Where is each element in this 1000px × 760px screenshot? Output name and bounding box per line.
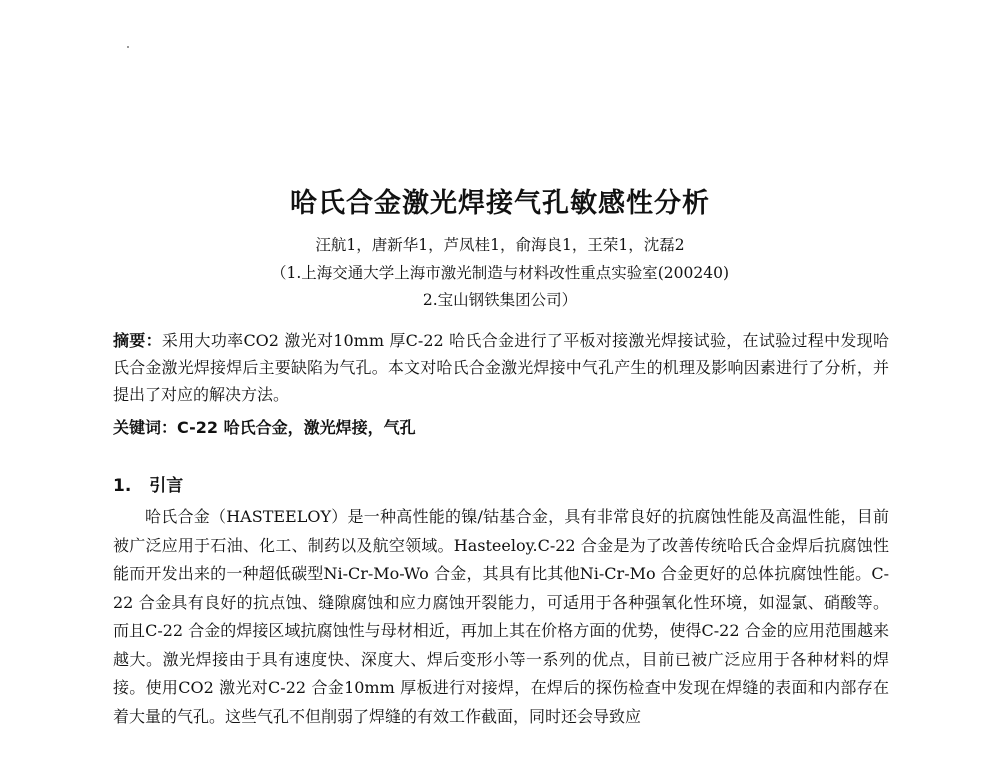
paper-title: 哈氏合金激光焊接气孔敏感性分析: [290, 188, 710, 219]
affiliation-line-1: （1.上海交通大学上海市激光制造与材料改性重点实验室(200240): [270, 264, 730, 282]
body-paragraph: 哈氏合金（HASTEELOY）是一种高性能的镍/钴基合金，具有非常良好的抗腐蚀性能及高温性能，目前被广泛应用于石油、化工、制药以及航空领域。Hasteeloy.C-22 合金是为了改善传统哈氏合金焊后抗腐蚀性能而开发出来的一种超低碳型Ni-Cr-Mo-Wo 合金，其具有比其他Ni-Cr-Mo 合金更好的总体抗腐蚀性能。C-22 合金具有良好的抗点蚀、缝隙腐蚀和应力腐蚀开裂能力，可适用于各种强氧化性环境，如湿氯、硝酸等。而且C-22 合金的焊接区域抗腐蚀性与母材相近，再加上其在价格方面的优势，使得C-22 合金的应用范围越来越大。激光焊接由于具有速度快、深度大、焊后变形小等一系列的优点，目前已被广泛应用于各种材料的焊接。使用CO2 激光对C-22 合金10mm 厚板进行对接焊，在焊后的探伤检查中发现在焊缝的表面和内部存在着大量的气孔。这些气孔不但削弱了焊缝的有效工作截面，同时还会导致应: [113, 507, 889, 726]
section-heading: [113, 474, 183, 498]
affiliation-line-2: 2.宝山钢铁集团公司）: [422, 291, 578, 309]
author-list: 汪航1，唐新华1，芦凤桂1，俞海良1，王荣1，沈磊2: [315, 236, 685, 254]
keywords-label: 关键词：: [113, 418, 178, 437]
abstract: [113, 327, 889, 408]
keywords-text: C-22 哈氏合金，激光焊接，气孔: [177, 418, 416, 437]
abstract-text: 采用大功率CO2 激光对10mm 厚C-22 哈氏合金进行了平板对接激光焊接试验，在试验过程中发现哈氏合金激光焊接焊后主要缺陷为气孔。本文对哈氏合金激光焊接中气孔产生的机理及影响因素进行了分析，并提出了对应的解决方法。: [113, 331, 889, 404]
abstract-label: 摘要：: [113, 331, 162, 350]
section-title: 引言: [149, 476, 184, 496]
keywords: [113, 414, 889, 441]
section-number: 1.: [113, 476, 132, 496]
scan-speck: [127, 46, 129, 48]
